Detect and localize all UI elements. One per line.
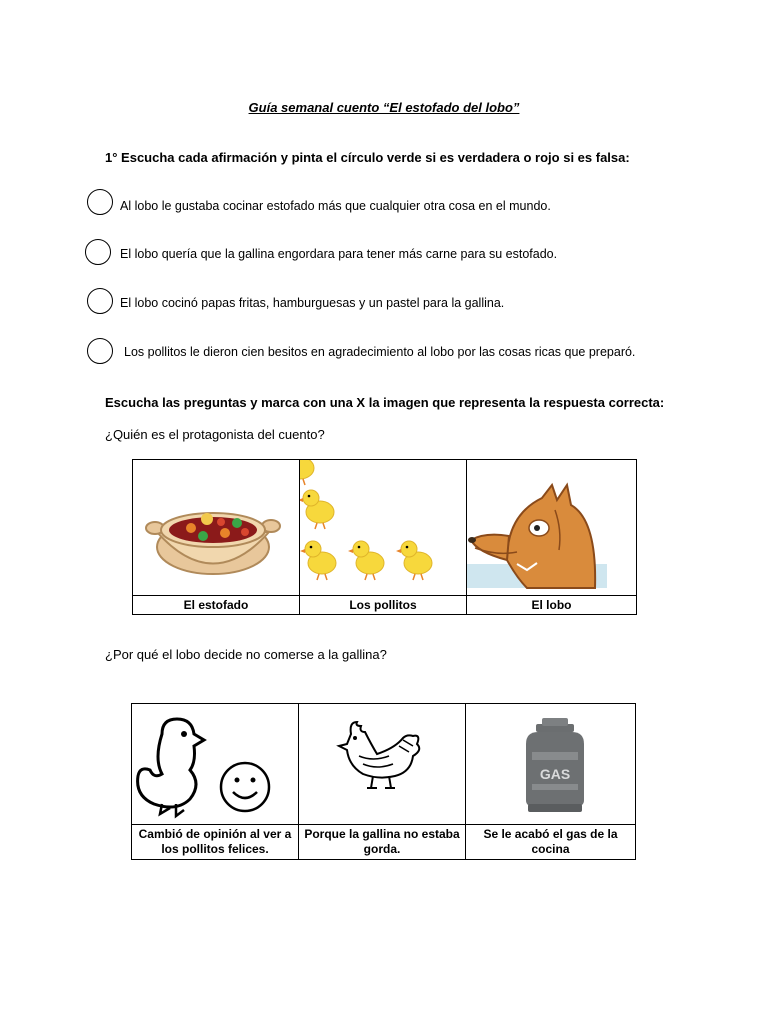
statement-3: El lobo cocinó papas fritas, hamburguesas y un pastel para la gallina.	[120, 296, 505, 310]
answer-circle-2[interactable]	[85, 239, 111, 265]
wolf-icon	[467, 460, 637, 595]
gas-cylinder-icon	[466, 704, 636, 824]
option-cell-pollitos-felices[interactable]	[132, 704, 299, 825]
hen-icon	[299, 704, 466, 824]
question-2: ¿Por qué el lobo decide no comerse a la gallina?	[105, 647, 387, 662]
option-label-estofado: El estofado	[133, 596, 300, 615]
option-cell-gallina[interactable]	[299, 704, 466, 825]
option-cell-pollitos[interactable]	[300, 460, 467, 596]
instruction-mark-x: Escucha las preguntas y marca con una X la imagen que representa la respuesta correcta:	[105, 395, 665, 410]
statement-4: Los pollitos le dieron cien besitos en agradecimiento al lobo por las cosas ricas que preparó.	[124, 345, 636, 359]
option-cell-gas[interactable]	[466, 704, 636, 825]
option-label-gallina: Porque la gallina no estaba gorda.	[299, 825, 466, 860]
statement-1: Al lobo le gustaba cocinar estofado más que cualquier otra cosa en el mundo.	[120, 199, 551, 213]
page-title: Guía semanal cuento “El estofado del lobo”	[248, 100, 520, 115]
statement-2: El lobo quería que la gallina engordara para tener más carne para su estofado.	[120, 247, 558, 261]
answer-circle-3[interactable]	[87, 288, 113, 314]
option-label-pollitos: Los pollitos	[300, 596, 467, 615]
option-label-pollitos-felices: Cambió de opinión al ver a los pollitos felices.	[132, 825, 299, 860]
answer-circle-1[interactable]	[87, 189, 113, 215]
option-label-lobo: El lobo	[467, 596, 637, 615]
question-1: ¿Quién es el protagonista del cuento?	[105, 427, 325, 442]
option-cell-estofado[interactable]	[133, 460, 300, 596]
gas-cylinder-label: GAS	[539, 766, 571, 782]
chicks-icon	[300, 460, 467, 595]
option-label-gas: Se le acabó el gas de la cocina	[466, 825, 636, 860]
answer-circle-4[interactable]	[87, 338, 113, 364]
chick-and-smiley-icon	[132, 704, 299, 824]
question-2-options-table	[131, 703, 636, 860]
question-1-options-table	[132, 459, 637, 615]
stew-bowl-icon	[133, 460, 300, 595]
option-cell-lobo[interactable]	[467, 460, 637, 596]
instruction-true-false: 1° Escucha cada afirmación y pinta el círculo verde si es verdadera o rojo si es falsa:	[105, 150, 630, 165]
